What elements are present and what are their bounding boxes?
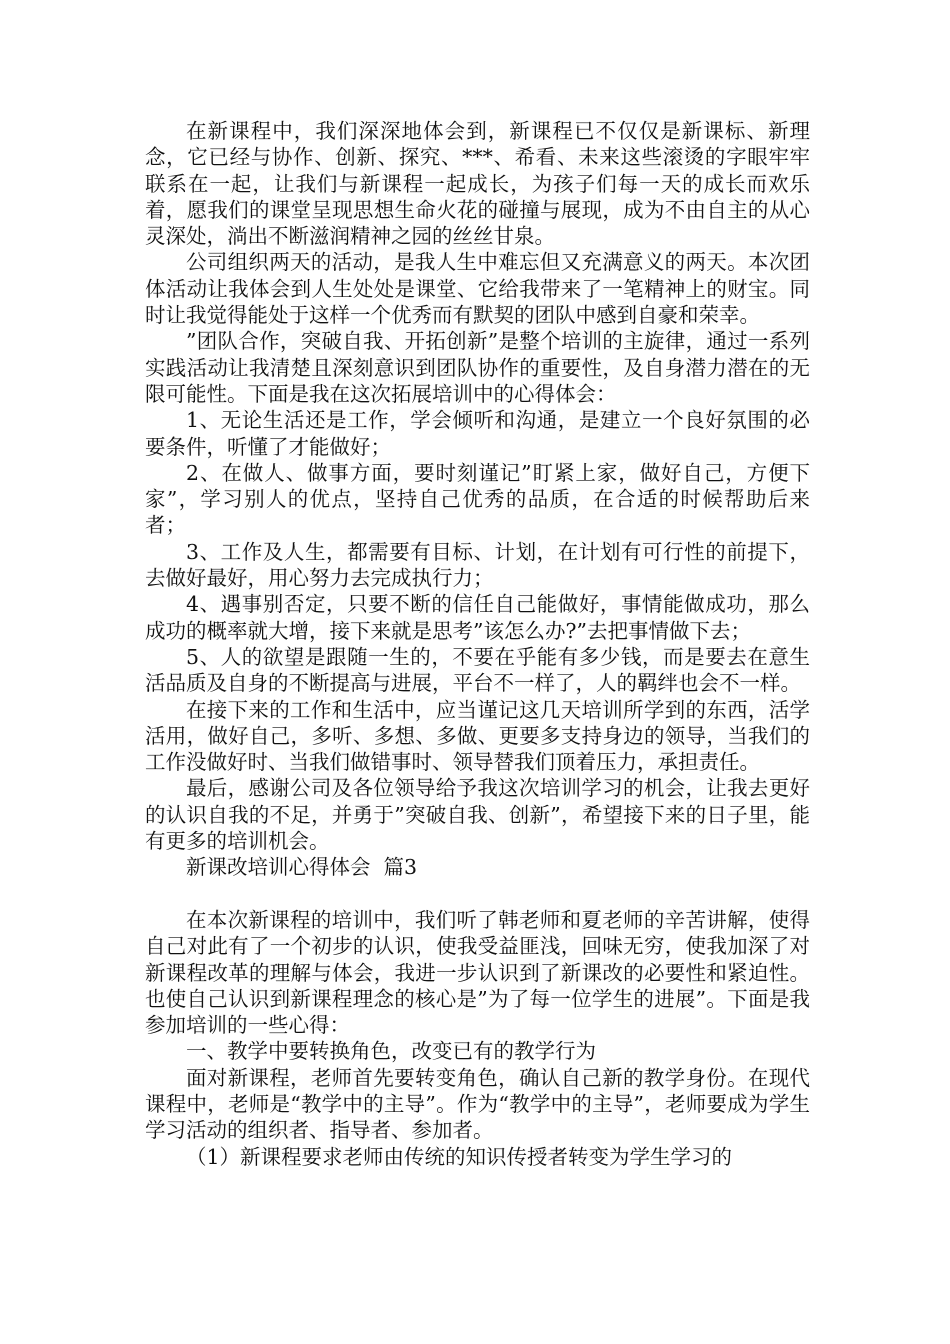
paragraph-10: 最后，感谢公司及各位领导给予我这次培训学习的机会，让我去更好的认识自我的不足，并勇于”突破自我、创新”，希望接下来的日子里，能有更多的培训机会。 bbox=[145, 776, 810, 854]
paragraph-14: （1）新课程要求老师由传统的知识传授者转变为学生学习的 bbox=[186, 1144, 733, 1169]
document-page bbox=[145, 118, 810, 1170]
paragraph-13: 面对新课程，老师首先要转变角色，确认自己新的教学身份。在现代课程中，老师是“教学中的主导”。作为“教学中的主导”，老师要成为学生学习活动的组织者、指导者、参加者。 bbox=[145, 1065, 810, 1143]
paragraph-6: 3、工作及人生，都需要有目标、计划，在计划有可行性的前提下，去做好最好，用心努力去完成执行力； bbox=[145, 539, 810, 591]
paragraph-7: 4、遇事别否定，只要不断的信任自己能做好，事情能做成功，那么成功的概率就大增，接下来就是思考”该怎么办?”去把事情做下去； bbox=[145, 592, 810, 643]
paragraph-9: 在接下来的工作和生活中，应当谨记这几天培训所学到的东西，活学活用，做好自己，多听、多想、多做、更要多支持身边的领导，当我们的工作没做好时、当我们做错事时、领导替我们顶着压力，承担责任。 bbox=[145, 697, 810, 775]
paragraph-2: 公司组织两天的活动，是我人生中难忘但又充满意义的两天。本次团体活动让我体会到人生处处是课堂、它给我带来了一笔精神上的财宝。同时让我觉得能处于这样一个优秀而有默契的团队中感到自豪和荣幸。 bbox=[145, 250, 810, 328]
paragraph-12: 一、教学中要转换角色，改变已有的教学行为 bbox=[186, 1039, 596, 1064]
paragraph-1: 在新课程中，我们深深地体会到，新课程已不仅仅是新课标、新理念，它已经与协作、创新、探究、***、希看、未来这些滚烫的字眼牢牢联系在一起，让我们与新课程一起成长，为孩子们每一天的成长而欢乐着，愿我们的课堂呈现思想生命火花的碰撞与展现，成为不由自主的从心灵深处，淌出不断滋润精神之园的丝丝甘泉。 bbox=[145, 119, 810, 249]
paragraph-4: 1、无论生活还是工作，学会倾听和沟通，是建立一个良好氛围的必要条件，听懂了才能做好； bbox=[145, 408, 810, 459]
paragraph-11: 在本次新课程的培训中，我们听了韩老师和夏老师的辛苦讲解，使得自己对此有了一个初步的认识，使我受益匪浅，回味无穷，使我加深了对新课程改革的理解与体会，我进一步认识到了新课改的必要性和紧迫性。也使自己认识到新课程理念的核心是”为了每一位学生的进展”。下面是我参加培训的一些心得： bbox=[145, 907, 810, 1038]
section-title: 新课改培训心得体会 篇3 bbox=[186, 855, 418, 880]
paragraph-5: 2、在做人、做事方面，要时刻谨记”盯紧上家，做好自己，方便下家”，学习别人的优点，坚持自己优秀的品质，在合适的时候帮助后来者； bbox=[145, 460, 810, 538]
blank-line bbox=[145, 881, 810, 907]
paragraph-8: 5、人的欲望是跟随一生的，不要在乎能有多少钱，而是要去在意生活品质及自身的不断提高与进展，平台不一样了，人的羁绊也会不一样。 bbox=[145, 644, 810, 696]
paragraph-3: ”团队合作，突破自我、开拓创新”是整个培训的主旋律，通过一系列实践活动让我清楚且深刻意识到团队协作的重要性，及自身潜力潜在的无限可能性。下面是我在这次拓展培训中的心得体会： bbox=[145, 329, 810, 406]
